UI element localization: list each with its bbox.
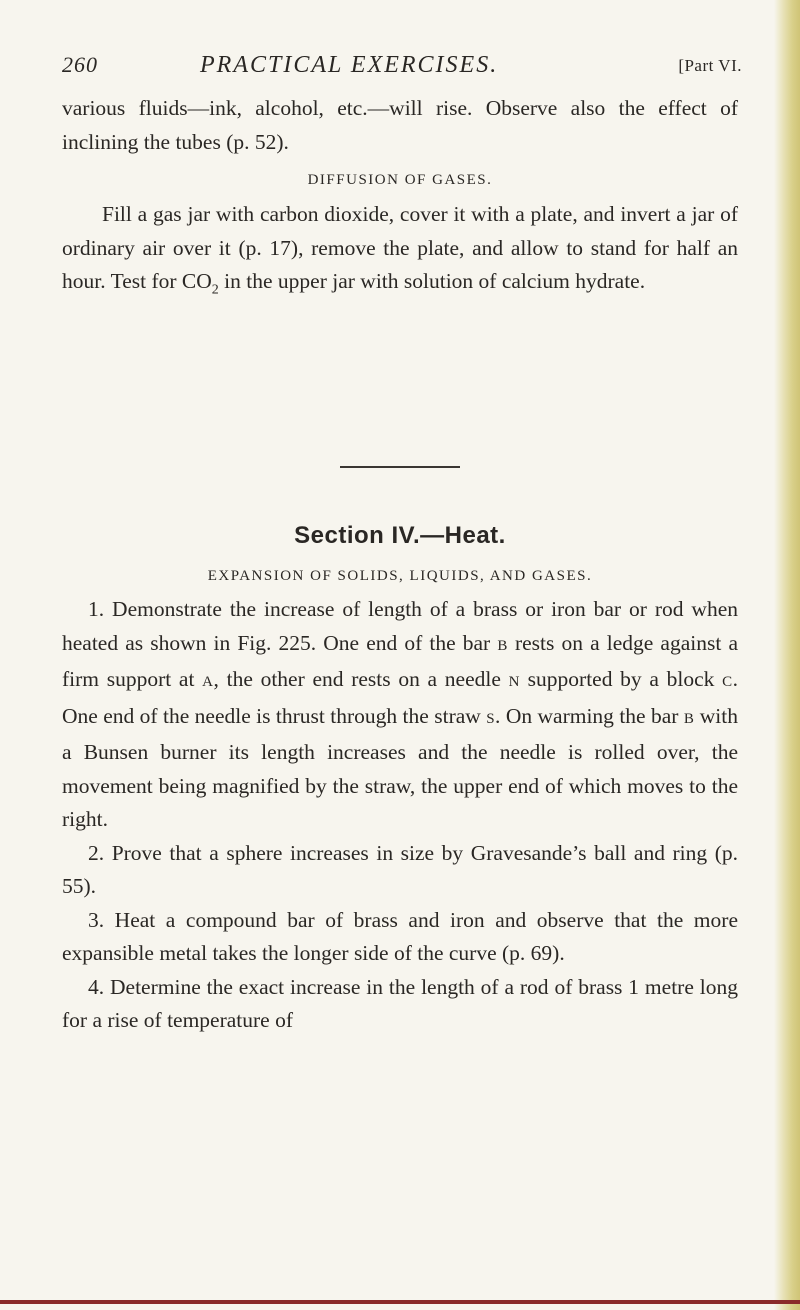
co2-subscript: 2 — [211, 282, 219, 298]
item-1-text: , the other end rests on a needle — [213, 667, 509, 691]
diffusion-text-before: Fill a gas jar with carbon dioxide, cover it with a plate, and invert a jar of ordinary air over it (p. 17), remove the plate, and allow to stand for half an hour. Test for CO — [62, 202, 738, 293]
exercise-list — [62, 593, 738, 1038]
item-1-text: supported by a block — [519, 667, 723, 691]
expansion-heading: EXPANSION OF SOLIDS, LIQUIDS, AND GASES. — [207, 568, 593, 584]
bottom-edge-rule — [0, 1300, 800, 1304]
item-1-text: . One end of the needle is thrust through the straw — [62, 667, 738, 728]
expansion-heading-block — [62, 568, 738, 585]
item-1-label-s: S — [486, 710, 496, 727]
intro-paragraph: various fluids—ink, alcohol, etc.—will rise. Observe also the effect of inclining the tubes (p. 52). — [62, 96, 738, 154]
part-label: [Part VI. — [678, 56, 742, 75]
diffusion-heading: DIFFUSION OF GASES. — [307, 172, 493, 188]
diffusion-paragraph-block — [62, 198, 738, 299]
item-1-text: rests on a ledge against a firm support at — [62, 630, 738, 691]
intro-paragraph-block — [62, 92, 738, 159]
item-1-label-b: B — [683, 710, 695, 727]
exercise-item-1 — [62, 593, 738, 837]
running-head — [62, 52, 742, 82]
diffusion-paragraph — [62, 198, 738, 299]
diffusion-text-after: in the upper jar with solution of calcium hydrate. — [218, 269, 646, 293]
item-1-text: 1. Demonstrate the increase of length of a brass or iron bar or rod when heated as shown in Fig. 225. One end of the bar — [62, 597, 738, 655]
item-1-text: . On warming the bar — [495, 703, 684, 728]
item-1-label-n: N — [508, 674, 520, 690]
item-1-label-a: A — [202, 674, 214, 690]
exercise-item-3: 3. Heat a compound bar of brass and iron and observe that the more expansible metal takes the longer side of the curve (p. 69). — [62, 907, 738, 965]
page-edge-shadow — [774, 0, 800, 1310]
diffusion-heading-block — [62, 172, 738, 189]
exercise-item-2: 2. Prove that a sphere increases in size by Gravesande’s ball and ring (p. 55). — [62, 840, 738, 898]
running-title: PRACTICAL EXERCISES. — [200, 52, 499, 78]
section-heading: Section IV.—Heat. — [294, 522, 506, 549]
item-1-label-c: C — [722, 674, 733, 690]
exercise-item-4: 4. Determine the exact increase in the length of a rod of brass 1 metre long for a rise of temperature of — [62, 974, 738, 1032]
item-1-label-b: B — [497, 637, 508, 654]
page-number: 260 — [62, 52, 98, 77]
item-1-text: with a Bunsen burner its length increases and the needle is rolled over, the movement being magnified by the straw, the upper end of which moves to the right. — [62, 703, 739, 831]
section-divider — [340, 466, 460, 468]
section-heading-block — [62, 522, 738, 550]
